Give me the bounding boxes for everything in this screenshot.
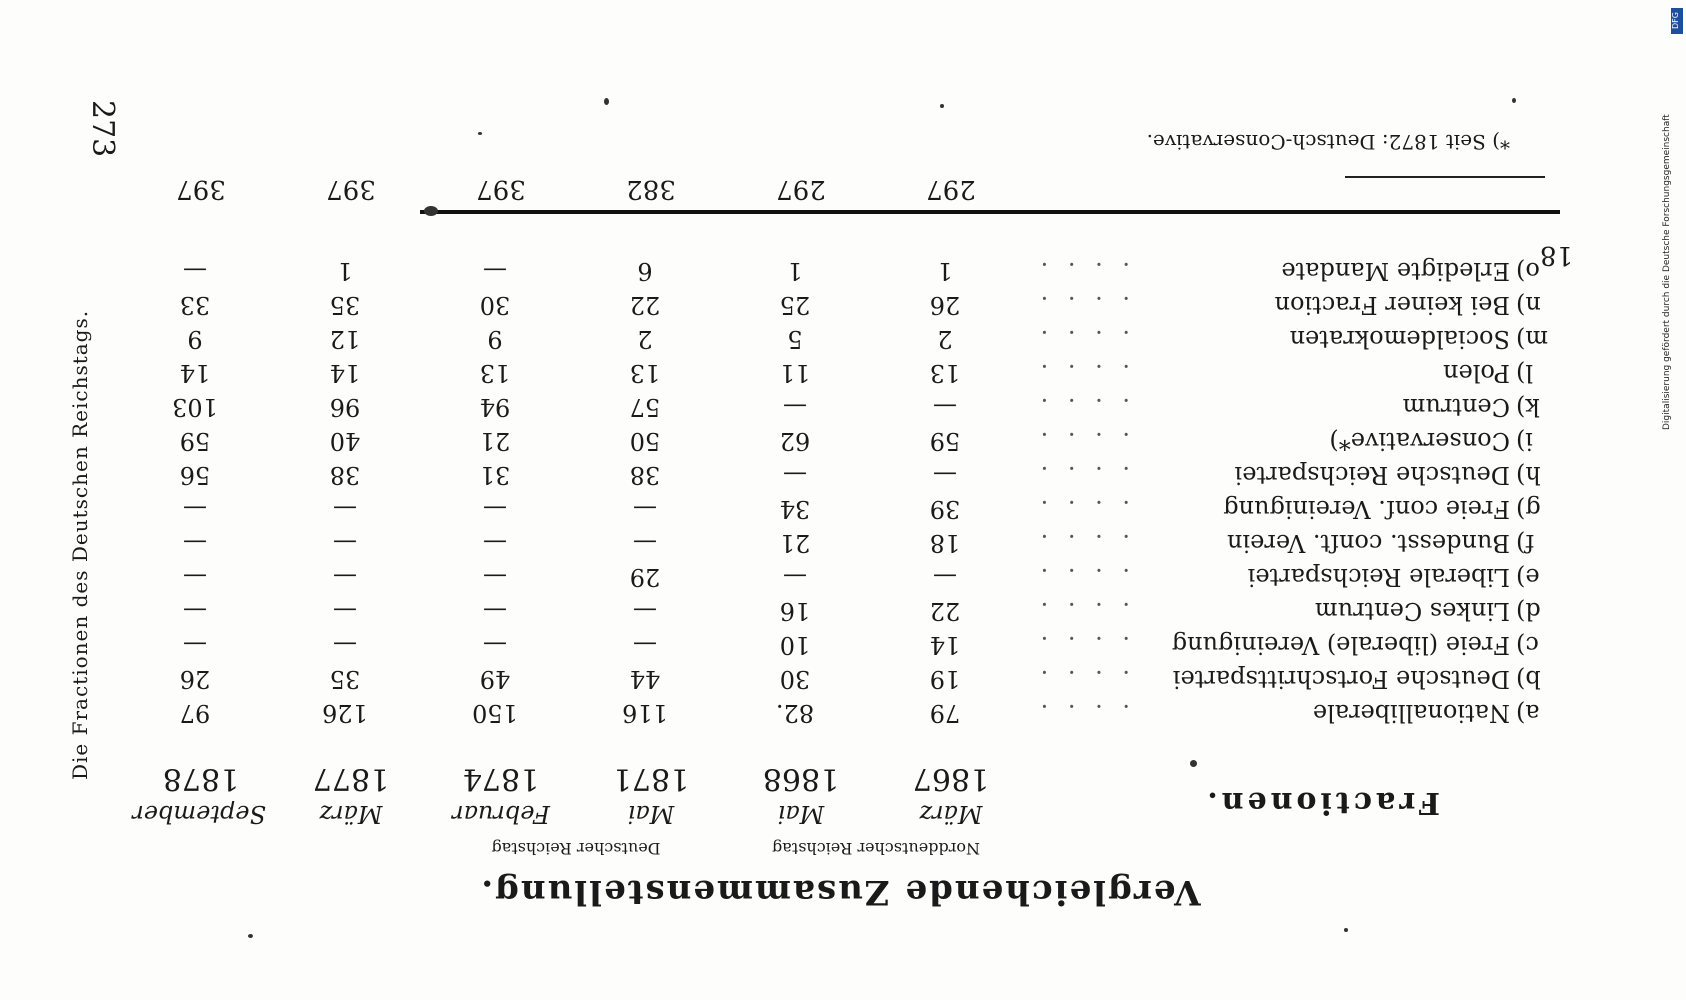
cell-value: 56	[179, 461, 211, 489]
cell-value: 10	[779, 631, 811, 659]
leader-dots: . . . .	[1034, 495, 1130, 523]
cell-value: 150	[472, 699, 518, 727]
scan-speck	[248, 934, 253, 938]
leader-dots: . . . .	[1034, 529, 1130, 557]
table-row	[120, 288, 1560, 322]
row-letter: a)	[1516, 699, 1540, 727]
cell-value: 18	[929, 529, 961, 557]
column-month: Mai	[627, 800, 675, 828]
cell-value: —	[333, 563, 357, 591]
column-header	[886, 761, 1016, 828]
group-label-norddeutscher: Norddeutscher Reichstag	[772, 839, 980, 858]
total-value: 397	[326, 174, 376, 204]
cell-value: 14	[929, 631, 961, 659]
scan-speck	[1512, 98, 1516, 103]
table-row	[120, 254, 1560, 288]
totals-rule	[420, 210, 1560, 214]
cell-value: —	[333, 529, 357, 557]
cell-value: 62	[779, 427, 811, 455]
dfg-logo-icon: DFG	[1671, 8, 1683, 34]
cell-value: —	[633, 495, 657, 523]
cell-value: 57	[629, 393, 661, 421]
leader-dots: . . . .	[1034, 461, 1130, 489]
cell-value: 9	[487, 325, 503, 353]
cell-value: —	[483, 495, 507, 523]
cell-value: 13	[629, 359, 661, 387]
row-fraction-name: Freie conſ. Vereinigung	[1223, 495, 1510, 523]
cell-value: —	[183, 495, 207, 523]
table-row	[120, 458, 1560, 492]
cell-value: 21	[779, 529, 811, 557]
column-header	[132, 761, 266, 828]
cell-value: 5	[787, 325, 803, 353]
row-fraction-name: Freie (liberale) Vereinigung	[1171, 631, 1510, 659]
column-year: 1868	[762, 761, 840, 796]
column-year: 1877	[312, 761, 390, 796]
cell-value: 49	[479, 665, 511, 693]
cell-value: 116	[622, 699, 668, 727]
cell-value: 2	[637, 325, 653, 353]
cell-value: 39	[929, 495, 961, 523]
cell-value: 26	[179, 665, 211, 693]
leader-dots: . . . .	[1034, 563, 1130, 591]
row-letter: d)	[1516, 597, 1541, 625]
cell-value: —	[933, 393, 957, 421]
column-month: März	[919, 800, 983, 828]
leader-dots: . . . .	[1034, 291, 1130, 319]
scan-speck	[1190, 760, 1197, 767]
table-row	[120, 322, 1560, 356]
group-label-deutscher: Deutscher Reichstag	[491, 839, 661, 858]
cell-value: 6	[637, 257, 653, 285]
cell-value: 13	[929, 359, 961, 387]
cell-value: 16	[779, 597, 811, 625]
row-fraction-name: Conservative*)	[1329, 427, 1510, 455]
row-fraction-name: Polen	[1443, 359, 1510, 387]
row-fraction-name: Liberale Reichspartei	[1247, 563, 1510, 591]
column-header	[286, 761, 416, 828]
cell-value: 82.	[775, 699, 815, 727]
cell-value: —	[183, 257, 207, 285]
sheet-number: 18	[1540, 240, 1574, 270]
cell-value: 59	[929, 427, 961, 455]
cell-value: 94	[479, 393, 511, 421]
cell-value: 13	[479, 359, 511, 387]
column-header	[586, 761, 716, 828]
cell-value: 33	[179, 291, 211, 319]
page-number: 273	[85, 100, 120, 158]
total-value: 397	[476, 174, 526, 204]
cell-value: 30	[479, 291, 511, 319]
leader-dots: . . . .	[1034, 325, 1130, 353]
row-fraction-name: Centrum	[1402, 393, 1510, 421]
leader-dots: . . . .	[1034, 631, 1130, 659]
column-year: 1871	[612, 761, 690, 796]
cell-value: 1	[337, 257, 353, 285]
table-row	[120, 390, 1560, 424]
cell-value: —	[783, 393, 807, 421]
cell-value: —	[483, 257, 507, 285]
column-month: März	[319, 800, 383, 828]
leader-dots: . . . .	[1034, 597, 1130, 625]
row-letter: g)	[1516, 495, 1541, 523]
cell-value: 38	[329, 461, 361, 489]
column-month: Februar	[452, 800, 550, 828]
table-row	[120, 696, 1560, 730]
column-header	[436, 761, 566, 828]
row-letter: m)	[1516, 325, 1549, 353]
fractions-table	[120, 254, 1560, 730]
column-header	[736, 761, 866, 828]
cell-value: 11	[779, 359, 811, 387]
table-row	[120, 424, 1560, 458]
table-row	[120, 356, 1560, 390]
leader-dots: . . . .	[1034, 393, 1130, 421]
cell-value: 40	[329, 427, 361, 455]
total-value: 382	[626, 174, 676, 204]
cell-value: 14	[179, 359, 211, 387]
table-row	[120, 492, 1560, 526]
cell-value: —	[483, 597, 507, 625]
cell-value: —	[933, 563, 957, 591]
scan-speck	[478, 132, 482, 135]
cell-value: 96	[329, 393, 361, 421]
row-fraction-name: Nationalliberale	[1312, 699, 1510, 727]
cell-value: —	[183, 597, 207, 625]
row-letter: h)	[1516, 461, 1541, 489]
row-fraction-name: Deutsche Reichspartei	[1234, 461, 1510, 489]
scan-speck	[940, 104, 944, 108]
cell-value: 22	[929, 597, 961, 625]
cell-value: 22	[629, 291, 661, 319]
leader-dots: . . . .	[1034, 665, 1130, 693]
cell-value: —	[483, 529, 507, 557]
cell-value: 38	[629, 461, 661, 489]
cell-value: —	[333, 631, 357, 659]
fraction-column-header: Fractionen.	[1203, 785, 1440, 820]
row-fraction-name: Linkes Centrum	[1314, 597, 1510, 625]
column-year: 1874	[462, 761, 540, 796]
column-year: 1867	[912, 761, 990, 796]
row-letter: n)	[1516, 291, 1541, 319]
scan-speck	[424, 206, 438, 216]
cell-value: —	[633, 597, 657, 625]
cell-value: —	[933, 461, 957, 489]
cell-value: 31	[479, 461, 511, 489]
leader-dots: . . . .	[1034, 257, 1130, 285]
cell-value: 29	[629, 563, 661, 591]
comparison-table-block	[120, 150, 1560, 930]
row-fraction-name: Bei keiner Fraction	[1274, 291, 1510, 319]
cell-value: 1	[937, 257, 953, 285]
table-row	[120, 560, 1560, 594]
row-letter: i)	[1516, 427, 1534, 455]
cell-value: 14	[329, 359, 361, 387]
cell-value: —	[783, 563, 807, 591]
row-fraction-name: Bundesst. conſt. Verein	[1227, 529, 1510, 557]
cell-value: —	[783, 461, 807, 489]
cell-value: —	[333, 495, 357, 523]
cell-value: 103	[172, 393, 218, 421]
cell-value: —	[183, 529, 207, 557]
cell-value: 12	[329, 325, 361, 353]
column-month: Mai	[777, 800, 825, 828]
cell-value: 1	[787, 257, 803, 285]
scan-speck	[604, 98, 609, 105]
footnote: *) Seit 1872: Deutsch-Conservative.	[1146, 130, 1510, 154]
cell-value: 26	[929, 291, 961, 319]
row-letter: o)	[1516, 257, 1540, 285]
row-fraction-name: Socialdemokraten	[1289, 325, 1510, 353]
column-month: September	[132, 800, 266, 828]
table-row	[120, 662, 1560, 696]
leader-dots: . . . .	[1034, 359, 1130, 387]
cell-value: 9	[187, 325, 203, 353]
cell-value: 2	[937, 325, 953, 353]
cell-value: 59	[179, 427, 211, 455]
cell-value: —	[633, 529, 657, 557]
row-letter: l)	[1516, 359, 1534, 387]
table-heading: Vergleichende Zusammenstellung.	[479, 872, 1201, 912]
row-letter: b)	[1516, 665, 1541, 693]
table-row	[120, 628, 1560, 662]
cell-value: —	[183, 631, 207, 659]
total-value: 397	[176, 174, 226, 204]
row-letter: k)	[1516, 393, 1540, 421]
scan-speck	[1344, 928, 1348, 932]
total-value: 297	[926, 174, 976, 204]
column-year: 1878	[162, 761, 240, 796]
cell-value: 44	[629, 665, 661, 693]
totals-row	[126, 174, 1026, 204]
cell-value: 19	[929, 665, 961, 693]
cell-value: —	[333, 597, 357, 625]
row-letter: f)	[1516, 529, 1535, 557]
cell-value: 97	[179, 699, 211, 727]
running-title: Die Fractionen des Deutschen Reichstags.	[68, 309, 92, 780]
table-row	[120, 526, 1560, 560]
leader-dots: . . . .	[1034, 699, 1130, 727]
cell-value: —	[483, 631, 507, 659]
cell-value: 50	[629, 427, 661, 455]
row-fraction-name: Erledigte Mandate	[1281, 257, 1510, 285]
cell-value: 34	[779, 495, 811, 523]
cell-value: 30	[779, 665, 811, 693]
digitization-note: Digitalisierung gefördert durch die Deutsche Forschungsgemeinschaft	[1662, 114, 1672, 430]
cell-value: —	[483, 563, 507, 591]
cell-value: —	[183, 563, 207, 591]
cell-value: 25	[779, 291, 811, 319]
table-row	[120, 594, 1560, 628]
row-letter: e)	[1516, 563, 1540, 591]
cell-value: 126	[322, 699, 368, 727]
total-value: 297	[776, 174, 826, 204]
cell-value: 35	[329, 291, 361, 319]
cell-value: —	[633, 631, 657, 659]
row-letter: c)	[1516, 631, 1539, 659]
leader-dots: . . . .	[1034, 427, 1130, 455]
row-fraction-name: Deutsche Fortschrittspartei	[1172, 665, 1510, 693]
cell-value: 79	[929, 699, 961, 727]
cell-value: 35	[329, 665, 361, 693]
cell-value: 21	[479, 427, 511, 455]
